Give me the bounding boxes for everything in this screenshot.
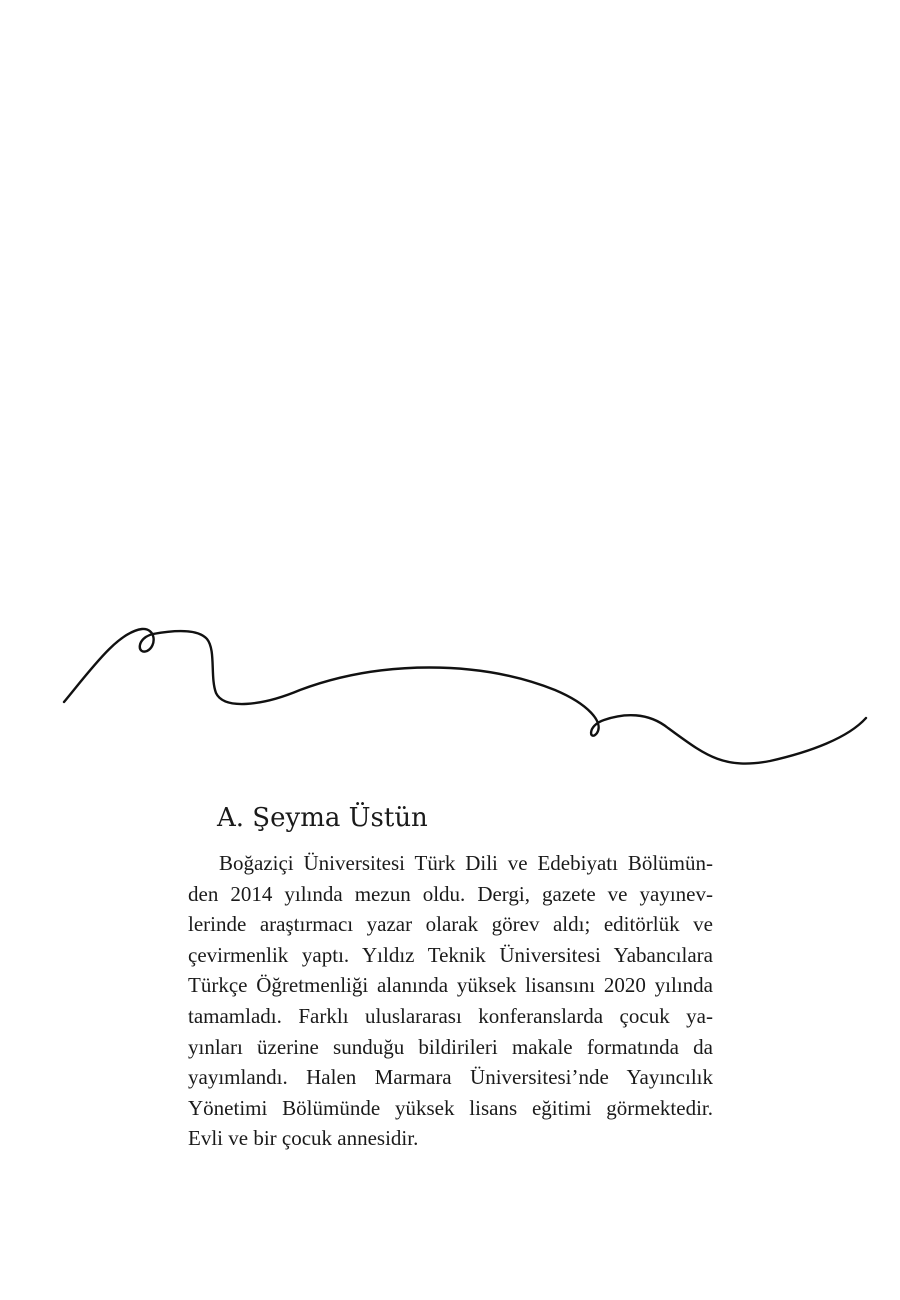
biography-line: Evli ve bir çocuk annesidir.	[188, 1126, 419, 1151]
biography-line: Yönetimi Bölümünde yüksek lisans eğitimi görmektedir.	[188, 1095, 713, 1120]
biography-line: Türkçe Öğretmenliği alanında yüksek lisansını 2020 yılında	[188, 973, 713, 998]
author-biography	[188, 848, 713, 1154]
biography-line: den 2014 yılında mezun oldu. Dergi, gazete ve yayınev-	[188, 881, 713, 906]
biography-line: çevirmenlik yaptı. Yıldız Teknik Üniversitesi Yabancılara	[188, 942, 713, 967]
biography-line: Boğaziçi Üniversitesi Türk Dili ve Edebiyatı Bölümün-	[219, 851, 713, 875]
biography-line: lerinde araştırmacı yazar olarak görev aldı; editörlük ve	[188, 912, 713, 937]
biography-line: yınları üzerine sunduğu bildirileri makale formatında da	[188, 1034, 713, 1059]
biography-line: tamamladı. Farklı uluslararası konferanslarda çocuk ya-	[188, 1003, 713, 1028]
biography-line: yayımlandı. Halen Marmara Üniversitesi’nde Yayıncılık	[188, 1065, 713, 1090]
decorative-swash-line-icon	[0, 600, 900, 800]
author-name: A. Şeyma Üstün	[217, 803, 428, 833]
